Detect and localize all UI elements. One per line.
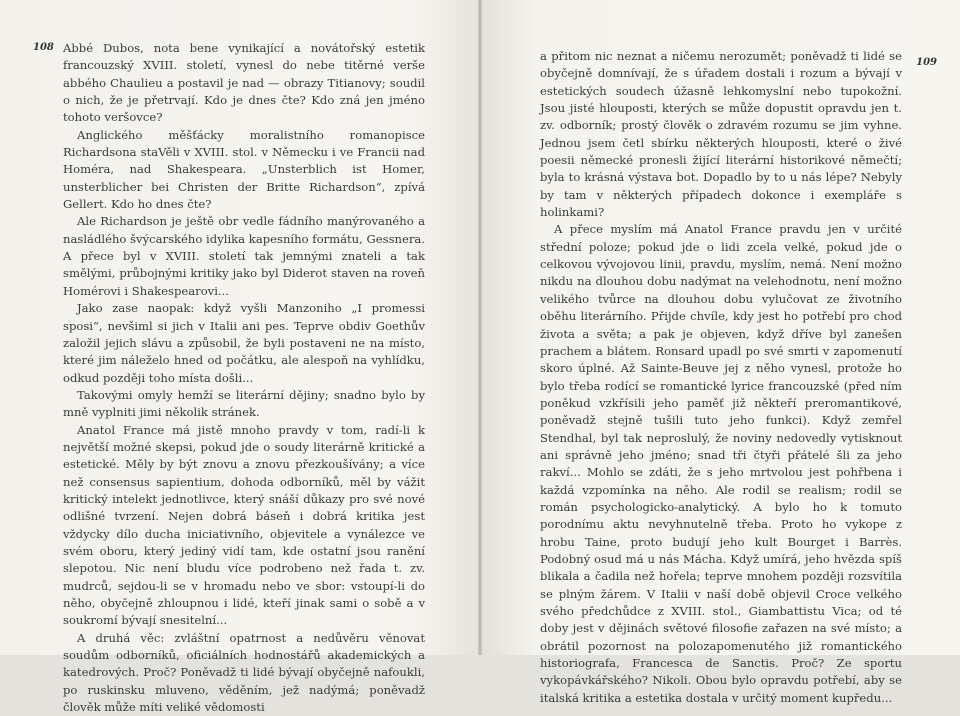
paragraph: Anatol France má jistě mnoho pravdy v tom, radí-li k největší možné skepsi, pokud jde o soudy literárně kritické a estetické. Měly by být znovu a znovu přezkoušívány; a více než consensus sapientium, dohoda odborníků, měl by vážit kritický intelekt jednotlivce, který snáší důkazy pro své nové odlišné tvrzení. Nejen dobrá báseň i dobrá kritika jest vždycky dílo ducha iniciativního, objevitele a vynálezce ve svém oboru, který jediný vidí tam, kde ostatní jsou ranění slepotou. Nic není bludu více podrobeno než řada t. zv. mudrců, sejdou-li se v hromadu nebo ve sbor: vstoupí-li do něho, obyčejně zhloupnou i lidé, kteří jinak sami o sobě a v soukromí bývají snesitelní...	[63, 422, 425, 628]
left-page-text	[63, 40, 425, 716]
paragraph: a přitom nic neznat a ničemu nerozumět; poněvadž ti lidé se obyčejně domnívají, že s úřadem dostali i rozum a bývají v estetických soudech úžasně lehkomyslní nebo tupokožní. Jsou jisté hlouposti, kterých se může dopustit opravdu jen t. zv. odborník; prostý člověk o zdravém rozumu se jim vyhne. Jednou jsem četl sbírku některých hlouposti, které o živé poesii německé pronesli žijící literární historikové němečtí; byla to krásná výstava bot. Dopadlo by to u nás lépe? Nebyly by tam v některých případech dokonce i exempláře s holinkami?	[540, 49, 902, 220]
paragraph: Jako zase naopak: když vyšli Manzoniho „I promessi sposi“, nevšiml si jich v Italii ani pes. Teprve obdiv Goethův založil jejich slávu a způsobil, že byli postaveni ne na místo, které jim náleželo hned od počátku, ale alespoň na vyhlídku, odkud později toho místa došli...	[63, 301, 425, 385]
left-page	[0, 0, 480, 715]
right-page-text	[540, 48, 902, 707]
paragraph: A přece myslím má Anatol France pravdu jen v určité střední poloze; pokud jde o lidi zcela velké, pokud jde o celkovou vývojovou linii, pravdu, myslím, nemá. Není možno nikdu na dlouhou dobu nadýmat na velehodnotu, není možno velikého tvůrce na dlouhou dobu vylučovat ze životního oběhu literárního. Přijde chvíle, kdy jest ho potřebí pro chod života a světa; a pak je objeven, když dříve byl zanešen prachem a blátem. Ronsard upadl po své smrti v zapomenutí skoro úplné. Až Sainte-Beuve jej z něho vynesl, protože ho bylo třeba rodící se romantické lyrice francouzské (před ním poněkud vzkřísili jeho paměť již někteří preromantikové, poněvadž stejně tušili tuto jeho funkci). Když zemřel Stendhal, byl tak neproslulý, že noviny nedovedly vytisknout ani správně jeho jméno; snad tři čtyři přátelé šli za jeho rakví... Mohlo se zdáti, že s jeho mrtvolou jest pohřbena i každá vzpomínka na něho. Ale rodil se realism; rodil se román psychologicko-analytický. A bylo ho k tomuto porodnímu aktu nevyhnutelně třeba. Proto ho vykope z hrobu Taine, proto budují jeho kult Bourget i Barrès. Podobný osud má u nás Mácha. Když umírá, jeho hvězda spíš blikala a čadila než hořela; teprve mnohem později rozsvítila se plným žárem. V Italii v naší době objevil Croce velkého svého předchůdce z XVIII. stol., Giambattistu Vica; od té doby jest v dějinách světové filosofie zařazen na své místo; a obrátil pozornost na polozapomenutého již romantického historiografa, Francesca de Sanctis. Proč? Ze sportu vykopávkářského? Nikoli. Obou bylo opravdu potřebí, aby se italská kritika a estetika dostala v určitý moment kupředu...	[540, 222, 902, 705]
paragraph: Ale Richardson je ještě obr vedle fádního manýrovaného a nasládlého švýcarského idylika kapesního formátu, Gessnera. A přece byl v XVIII. století tak jemnými znateli a tak smělými, průbojnými kritiky jako byl Diderot staven na roveň Homérovi i Shakespearovi...	[63, 214, 425, 298]
book-spine	[478, 0, 482, 655]
paragraph: Anglického měšťácky moralistního romanopisce Richardsona staVěli v XVIII. stol. v Německu i ve Francii nad Homéra, nad Shakespeara. „Unsterblich ist Homer, unsterblicher bei Christen der Britte Richardson“, zpívá Gellert. Kdo ho dnes čte?	[63, 127, 425, 212]
right-page	[480, 0, 960, 705]
page-number-left: 108	[33, 42, 54, 53]
paragraph: Takovými omyly hemží se literární dějiny; snadno bylo by mně vyplniti jimi několik stránek.	[63, 387, 425, 420]
paragraph: A druhá věc: zvláštní opatrnost a nedůvěru věnovat soudům odborníků, oficiálních hodnostářů akademických a katedrových. Proč? Poněvadž ti lidé bývají obyčejně nafoukli, po ruskinsku mluveno, věděním, jež nadýmá; poněvadž člověk může míti veliké vědomosti	[63, 630, 425, 715]
paragraph: Abbé Dubos, nota bene vynikající a novátořský estetik francouzský XVIII. století, vynesl do nebe titěrné verše abbého Chaulieu a postavil je nad — obrazy Titianovy; soudil o nich, že je přetrvají. Kdo je dnes čte? Kdo zná jen jméno tohoto veršovce?	[63, 41, 425, 125]
page-number-right: 109	[916, 57, 937, 68]
